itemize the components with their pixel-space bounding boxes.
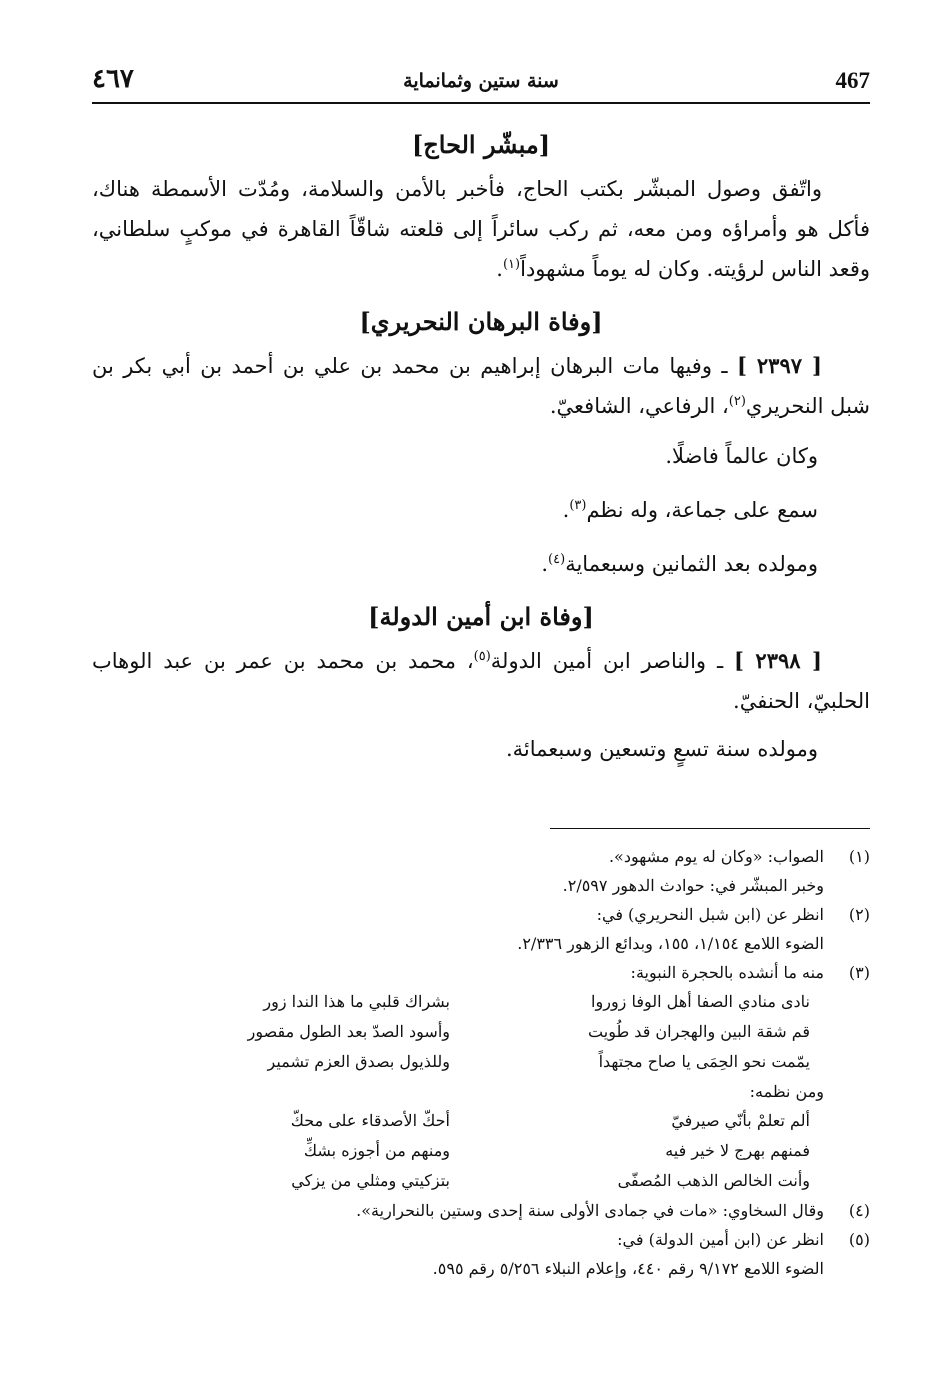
section-heading-mubashir: [مبشّر الحاج] [411, 130, 551, 159]
verse-line [92, 987, 870, 1017]
footnote-number: (٣) [848, 963, 870, 982]
line-text: ومولده بعد الثمانين وسبعماية [565, 552, 818, 576]
paragraph-mubashir [92, 169, 870, 289]
footnote-ref: (١) [502, 257, 521, 272]
footnote-continuation: ومن نظمه: [749, 1082, 824, 1101]
footnote-1 [92, 842, 870, 871]
footnote-text: الصواب: «وكان له يوم مشهود». [608, 847, 824, 866]
verse-hemistich: بشراك قلبي ما هذا الندا زور [263, 992, 450, 1011]
footnote-separator [550, 828, 870, 829]
main-text [92, 124, 870, 775]
entry-text: ، محمد بن محمد بن عمر بن عبد الوهاب الحلبيّ، الحنفيّ. [92, 649, 870, 713]
text-end: . [496, 257, 503, 281]
verse-line [92, 1047, 870, 1077]
text-line: سلطاني، وقعد الناس لرؤيته. وكان له يوماً مشهوداً [92, 217, 870, 281]
paragraph-nahriri [92, 346, 870, 426]
text-line: هناك، فأكل هو وأمراؤه ومن معه، ثم ركب سائراً إلى قلعته شاقّاً القاهرة في موكبٍ [92, 177, 870, 241]
verse-hemistich: ومنهم من أجوزه بشكِّ [303, 1141, 450, 1160]
footnote-number: (٥) [848, 1230, 870, 1249]
footnote-number: (١) [848, 847, 870, 866]
footnote-text: منه ما أنشده بالحجرة النبوية: [630, 963, 824, 982]
section-heading-ibn-amin: [وفاة ابن أمين الدولة] [368, 602, 594, 631]
text-line: ومولده سنة تسعٍ وتسعين وسبعمائة. [505, 737, 818, 761]
verse-hemistich: وأنت الخالص الذهب المُصفّى [617, 1171, 810, 1190]
verse-line [92, 1166, 870, 1196]
footnote-ref: (٥) [473, 649, 491, 664]
footnote-text: انظر عن (ابن شبل النحريري) في: [596, 905, 824, 924]
verse-hemistich: فمنهم بهرج لا خير فيه [665, 1141, 810, 1160]
text-line: وكان عالماً فاضلًا. [665, 444, 818, 468]
paragraph-ibn-amin [92, 641, 870, 721]
entry-number: [ ٢٣٩٧ ] [736, 353, 822, 378]
footnote-ref: (٢) [728, 394, 746, 409]
verse-line [92, 1106, 870, 1136]
footnotes [92, 842, 870, 1283]
entry-number: [ ٢٣٩٨ ] [733, 648, 822, 673]
verse-hemistich: قم شقة البين والهجران قد طُويت [588, 1022, 810, 1041]
text-line [92, 490, 870, 530]
footnote-ref: (٤) [548, 552, 566, 567]
footnote-text: وقال السخاوي: «مات في جمادى الأولى سنة إحدى وستين بالنحرارية». [356, 1201, 824, 1220]
header-rule [92, 102, 870, 104]
verse-hemistich: أحكّ الأصدقاء على محكّ [290, 1111, 450, 1130]
verse-line [92, 1017, 870, 1047]
entry-text: ، الرفاعي، الشافعيّ. [549, 394, 729, 418]
line-text: سمع على جماعة، وله نظم [586, 498, 818, 522]
footnote-text: انظر عن (ابن أمين الدولة) في: [617, 1230, 824, 1249]
footnote-continuation: وخبر المبشّر في: حوادث الدهور ٢/٥٩٧. [562, 876, 824, 895]
verse-hemistich: نادى منادي الصفا أهل الوفا زوروا [591, 992, 810, 1011]
entry-text: ـ والناصر ابن أمين الدولة [490, 649, 734, 673]
page-header [92, 60, 870, 106]
verse-hemistich: ألم تعلمْ بأنّي صيرفيّ [671, 1111, 810, 1130]
text-end: . [541, 552, 549, 576]
section-heading-nahriri: [وفاة البرهان النحريري] [359, 307, 603, 336]
verse-hemistich: وأسود الصدّ بعد الطول مقصور [247, 1022, 450, 1041]
footnote-number: (٤) [848, 1201, 870, 1220]
footnote-continuation: الضوء اللامع ٩/١٧٢ رقم ٤٤٠، وإعلام النبلاء ٥/٢٥٦ رقم ٥٩٥. [432, 1259, 824, 1278]
text-line: واتّفق وصول المبشّر بكتب الحاج، فأخبر بالأمن والسلامة، ومُدّت الأسمطة [150, 177, 823, 201]
running-title: سنة ستين وثمانماية [403, 70, 559, 92]
footnote-continuation: الضوء اللامع ١/١٥٤، ١٥٥، وبدائع الزهور ٢/٣٣٦. [517, 934, 824, 953]
verse-line [92, 1136, 870, 1166]
footnote-4 [92, 1196, 870, 1225]
footnote-5 [92, 1225, 870, 1254]
text-end: . [562, 498, 570, 522]
verse-hemistich: يمّمت نحو الحِمَى يا صاح مجتهداً [598, 1052, 810, 1071]
footnote-number: (٢) [848, 905, 870, 924]
footnote-3 [92, 958, 870, 987]
footnote-2 [92, 900, 870, 929]
entry-text: ـ وفيها مات البرهان إبراهيم بن محمد بن علي بن أحمد بن أبي بكر بن شبل النحريري [92, 354, 870, 418]
footnote-ref: (٣) [569, 498, 587, 513]
verse-hemistich: وللذيول بصدق العزم تشمير [267, 1052, 450, 1071]
page-number-latin: 467 [835, 68, 870, 93]
text-line [92, 544, 870, 584]
page-number-arabic: ٤٦٧ [92, 64, 134, 94]
verse-hemistich: بتزكيتي ومثلي من يزكي [291, 1171, 450, 1190]
